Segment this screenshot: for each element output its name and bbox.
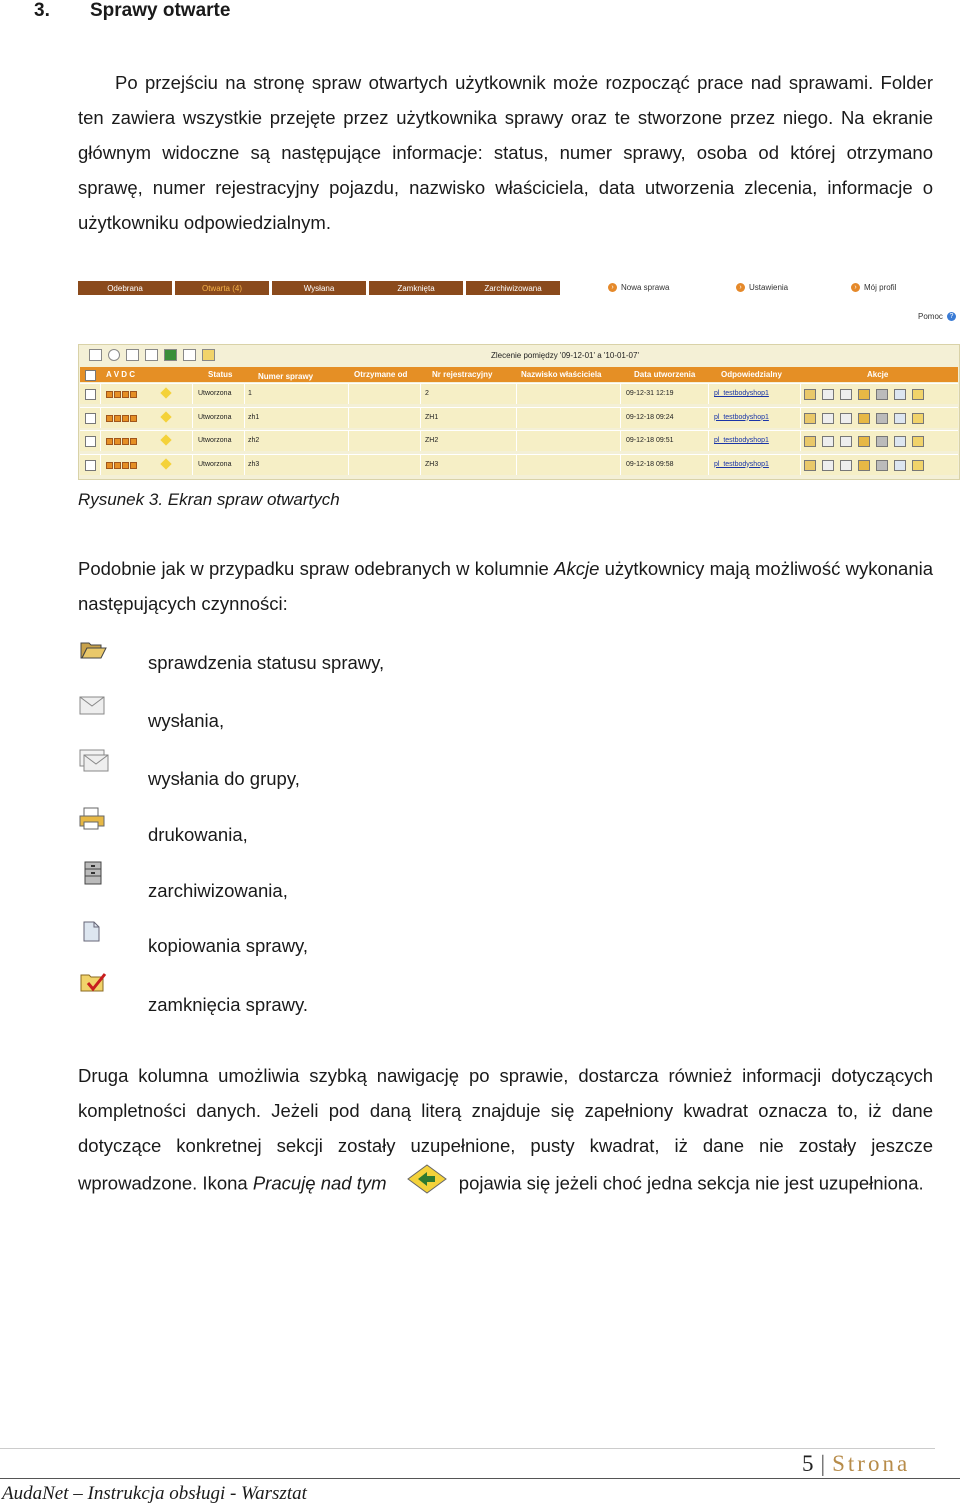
footer-divider — [0, 1478, 960, 1479]
section-complete-square[interactable] — [106, 462, 113, 469]
intro-paragraph: Po przejściu na stronę spraw otwartych użytkownik może rozpocząć prace nad sprawami. Folder ten zawiera wszystkie przejęte przez użytkownika sprawy oraz te stworzone przez niego. Na ekranie głównym widoczne są następujące informacje: status, numer sprawy, osoba od której otrzymano sprawę, numer rejestracyjny pojazdu, nazwisko właściciela, data utworzenia zlecenia, informacje o użytkowniku odpowiedzialnym. — [78, 72, 933, 233]
action-label-close: zamknięcia sprawy. — [148, 994, 309, 1015]
cell-separator — [420, 408, 421, 428]
archive-cabinet-icon — [78, 860, 108, 886]
panel-toolbar — [89, 349, 215, 361]
folder-check-icon[interactable] — [912, 413, 924, 424]
cell-responsible[interactable]: pl_testbodyshop1 — [714, 437, 769, 444]
section-complete-square[interactable] — [130, 391, 137, 398]
document-icon[interactable] — [183, 349, 196, 361]
section-complete-square[interactable] — [130, 462, 137, 469]
page-number-value: 5 — [802, 1451, 817, 1476]
section-complete-square[interactable] — [122, 391, 129, 398]
row-checkbox[interactable] — [85, 389, 96, 400]
navigation-paragraph — [78, 1058, 933, 1206]
cell-separator — [620, 408, 621, 428]
folder-check-icon[interactable] — [912, 460, 924, 471]
cell-separator — [516, 431, 517, 451]
cell-separator — [192, 384, 193, 404]
filter-icon[interactable] — [126, 349, 139, 361]
cell-separator — [800, 384, 801, 404]
envelope-group-icon[interactable] — [840, 389, 852, 400]
cell-separator — [708, 384, 709, 404]
figure-caption: Rysunek 3. Ekran spraw otwartych — [78, 490, 340, 509]
folder-open-icon[interactable] — [804, 460, 816, 471]
col-number[interactable]: Numer sprawy — [258, 372, 314, 381]
page-number: 5 | Strona — [802, 1451, 911, 1476]
navigation-text: Druga kolumna umożliwia szybką nawigację po sprawie, dostarcza również informacji dotyczących kompletności danych. Jeżeli pod daną literą znajduje się zapełniony kwadrat oznacza to, iż dane dotyczące konkretnej sekcji zostały uzupełnione, pusty kwadrat, iż dane nie zostały jeszcze wprowadzone. Ikona — [78, 1065, 933, 1194]
cell-number: zh3 — [248, 460, 260, 468]
cell-separator — [348, 431, 349, 451]
envelope-icon — [78, 694, 108, 720]
working-on-it-icon[interactable] — [160, 387, 171, 398]
folder-open-icon — [78, 638, 108, 664]
cell-separator — [192, 455, 193, 475]
copy-document-icon — [78, 920, 108, 946]
row-checkbox[interactable] — [85, 460, 96, 471]
cell-responsible[interactable]: pl_testbodyshop1 — [714, 390, 769, 397]
navigation-text-2: pojawia się jeżeli choć jedna sekcja nie jest uzupełniona. — [453, 1172, 924, 1194]
working-on-it-icon[interactable] — [160, 458, 171, 469]
settings-label: Ustawienia — [749, 283, 789, 292]
cell-number: 1 — [248, 390, 252, 397]
cell-separator — [420, 455, 421, 475]
cell-separator — [620, 384, 621, 404]
action-label-print: drukowania, — [148, 824, 248, 845]
cell-status: Utworzona — [198, 437, 232, 444]
actions-column-name: Akcje — [554, 558, 600, 579]
cell-reg: ZH3 — [425, 460, 439, 468]
section-complete-square[interactable] — [106, 438, 113, 445]
select-all-checkbox[interactable] — [85, 370, 96, 381]
cell-number: zh2 — [248, 437, 260, 444]
cell-separator — [192, 431, 193, 451]
col-created[interactable]: Data utworzenia — [634, 370, 696, 379]
settings-link[interactable] — [736, 283, 788, 292]
col-reg[interactable]: Nr rejestracyjny — [432, 370, 493, 379]
tab-closed[interactable]: Zamknięta — [369, 281, 463, 295]
section-complete-square[interactable] — [130, 415, 137, 422]
cell-created: 09-12-31 12:19 — [626, 390, 674, 397]
folder-open-icon[interactable] — [804, 413, 816, 424]
cell-separator — [100, 431, 101, 451]
cell-separator — [348, 455, 349, 475]
action-label-archive: zarchiwizowania, — [148, 880, 288, 901]
folder-check-icon[interactable] — [912, 436, 924, 447]
cell-separator — [620, 431, 621, 451]
cell-status: Utworzona — [198, 390, 232, 397]
envelope-icon[interactable] — [822, 389, 834, 400]
cell-separator — [348, 408, 349, 428]
envelope-icon[interactable] — [822, 436, 834, 447]
section-complete-square[interactable] — [106, 391, 113, 398]
row-checkbox[interactable] — [85, 436, 96, 447]
page-word: Strona — [832, 1451, 911, 1476]
cell-separator — [244, 384, 245, 404]
envelope-icon[interactable] — [822, 460, 834, 471]
cell-separator — [708, 408, 709, 428]
cell-separator — [516, 408, 517, 428]
cell-separator — [708, 431, 709, 451]
section-complete-square[interactable] — [106, 415, 113, 422]
table-row[interactable] — [80, 430, 958, 451]
cell-created: 09-12-18 09:51 — [626, 437, 674, 444]
envelope-icon[interactable] — [89, 349, 102, 361]
question-icon: ? — [947, 312, 956, 321]
action-label-status: sprawdzenia statusu sprawy, — [148, 652, 385, 673]
footer-divider-top — [0, 1448, 935, 1449]
cell-separator — [708, 455, 709, 475]
actions-intro-text-2: użytkownicy mają możliwość wykonania następujących czynności: — [78, 558, 934, 614]
working-on-it-icon[interactable] — [160, 411, 171, 422]
cell-separator — [244, 408, 245, 428]
date-range: Zlecenie pomiędzy '09-12-01' a '10-01-07' — [491, 351, 639, 360]
cell-separator — [800, 455, 801, 475]
section-complete-square[interactable] — [114, 415, 121, 422]
printer-icon[interactable] — [858, 436, 870, 447]
cell-separator — [100, 408, 101, 428]
cell-created: 09-12-18 09:24 — [626, 413, 674, 421]
copy-icon[interactable] — [145, 349, 158, 361]
actions-intro — [78, 551, 933, 621]
cell-separator — [800, 408, 801, 428]
col-actions: Akcje — [867, 370, 889, 379]
folder-check-icon[interactable] — [202, 349, 215, 361]
archive-cabinet-icon[interactable] — [876, 389, 888, 400]
section-heading — [34, 0, 230, 22]
cell-separator — [620, 455, 621, 475]
copy-document-icon[interactable] — [894, 413, 906, 424]
new-case-label: Nowa sprawa — [621, 283, 670, 292]
cell-separator — [420, 431, 421, 451]
table-header — [80, 367, 958, 382]
printer-icon[interactable] — [858, 413, 870, 424]
tab-open[interactable]: Otwarta (4) — [175, 281, 269, 295]
help-link[interactable] — [918, 312, 956, 321]
cell-separator — [516, 384, 517, 404]
section-complete-square[interactable] — [130, 438, 137, 445]
arrow-icon: › — [851, 283, 860, 292]
cases-panel — [78, 344, 960, 480]
copy-document-icon[interactable] — [894, 436, 906, 447]
row-checkbox[interactable] — [85, 413, 96, 424]
actions-intro-text: Podobnie jak w przypadku spraw odebranych w kolumnie — [78, 558, 555, 579]
printer-icon[interactable] — [858, 389, 870, 400]
folder-open-icon[interactable] — [804, 389, 816, 400]
table-row[interactable] — [80, 454, 958, 475]
working-on-it-name: Pracuję nad tym — [252, 1172, 387, 1194]
envelope-group-icon[interactable] — [840, 460, 852, 471]
folder-check-icon[interactable] — [912, 389, 924, 400]
cell-status: Utworzona — [198, 413, 232, 421]
printer-icon — [78, 806, 108, 832]
archive-cabinet-icon[interactable] — [876, 413, 888, 424]
section-complete-square[interactable] — [122, 438, 129, 445]
table-row[interactable] — [80, 407, 958, 428]
excel-icon[interactable] — [164, 349, 177, 361]
section-complete-square[interactable] — [114, 391, 121, 398]
cell-separator — [516, 455, 517, 475]
copy-document-icon[interactable] — [894, 389, 906, 400]
envelope-icon[interactable] — [822, 413, 834, 424]
cell-reg: ZH1 — [425, 413, 439, 421]
arrow-icon: › — [736, 283, 745, 292]
tab-archived[interactable]: Zarchiwizowana — [466, 281, 560, 295]
action-label-send: wysłania, — [148, 710, 225, 731]
envelope-group-icon — [78, 748, 108, 774]
section-complete-square[interactable] — [122, 462, 129, 469]
cell-separator — [244, 455, 245, 475]
cell-reg: 2 — [425, 390, 429, 397]
col-status[interactable]: Status — [208, 370, 233, 379]
cell-separator — [192, 408, 193, 428]
section-title: Sprawy otwarte — [90, 0, 231, 21]
archive-cabinet-icon[interactable] — [876, 436, 888, 447]
section-number: 3. — [34, 0, 50, 21]
envelope-group-icon[interactable] — [840, 436, 852, 447]
cell-responsible[interactable]: pl_testbodyshop1 — [714, 460, 769, 468]
tab-sent[interactable]: Wysłana — [272, 281, 366, 295]
footer-title: AudaNet – Instrukcja obsługi - Warsztat — [2, 1483, 307, 1504]
cell-responsible[interactable]: pl_testbodyshop1 — [714, 413, 769, 421]
cell-separator — [348, 384, 349, 404]
archive-cabinet-icon[interactable] — [876, 460, 888, 471]
col-avdc[interactable]: A V D C — [106, 370, 136, 379]
working-on-it-icon[interactable] — [160, 434, 171, 445]
tab-received[interactable]: Odebrana — [78, 281, 172, 295]
section-complete-square[interactable] — [114, 462, 121, 469]
new-case-link[interactable] — [608, 283, 669, 292]
cell-separator — [244, 431, 245, 451]
folder-open-icon[interactable] — [804, 436, 816, 447]
profile-link[interactable] — [851, 283, 896, 292]
folder-check-icon — [78, 970, 108, 996]
open-cases-screenshot — [78, 278, 958, 478]
cell-separator — [420, 384, 421, 404]
cell-reg: ZH2 — [425, 437, 439, 444]
col-responsible[interactable]: Odpowiedzialny — [721, 370, 782, 379]
action-label-send-group: wysłania do grupy, — [148, 768, 300, 789]
cell-separator — [100, 455, 101, 475]
cell-separator — [800, 431, 801, 451]
action-label-copy: kopiowania sprawy, — [148, 935, 309, 956]
cell-number: zh1 — [248, 413, 260, 421]
help-label: Pomoc — [918, 312, 943, 321]
copy-document-icon[interactable] — [894, 460, 906, 471]
search-icon[interactable] — [108, 349, 120, 361]
arrow-icon: › — [608, 283, 617, 292]
cell-status: Utworzona — [198, 460, 232, 468]
col-owner[interactable]: Nazwisko właściciela — [521, 370, 602, 379]
case-tabs — [78, 281, 563, 295]
table-row[interactable] — [80, 383, 958, 404]
printer-icon[interactable] — [858, 460, 870, 471]
section-complete-square[interactable] — [122, 415, 129, 422]
cell-created: 09-12-18 09:58 — [626, 460, 674, 468]
envelope-group-icon[interactable] — [840, 413, 852, 424]
section-complete-square[interactable] — [114, 438, 121, 445]
profile-label: Mój profil — [864, 283, 897, 292]
working-on-it-icon — [406, 1163, 448, 1206]
cell-separator — [100, 384, 101, 404]
col-received-from[interactable]: Otrzymane od — [354, 370, 408, 379]
